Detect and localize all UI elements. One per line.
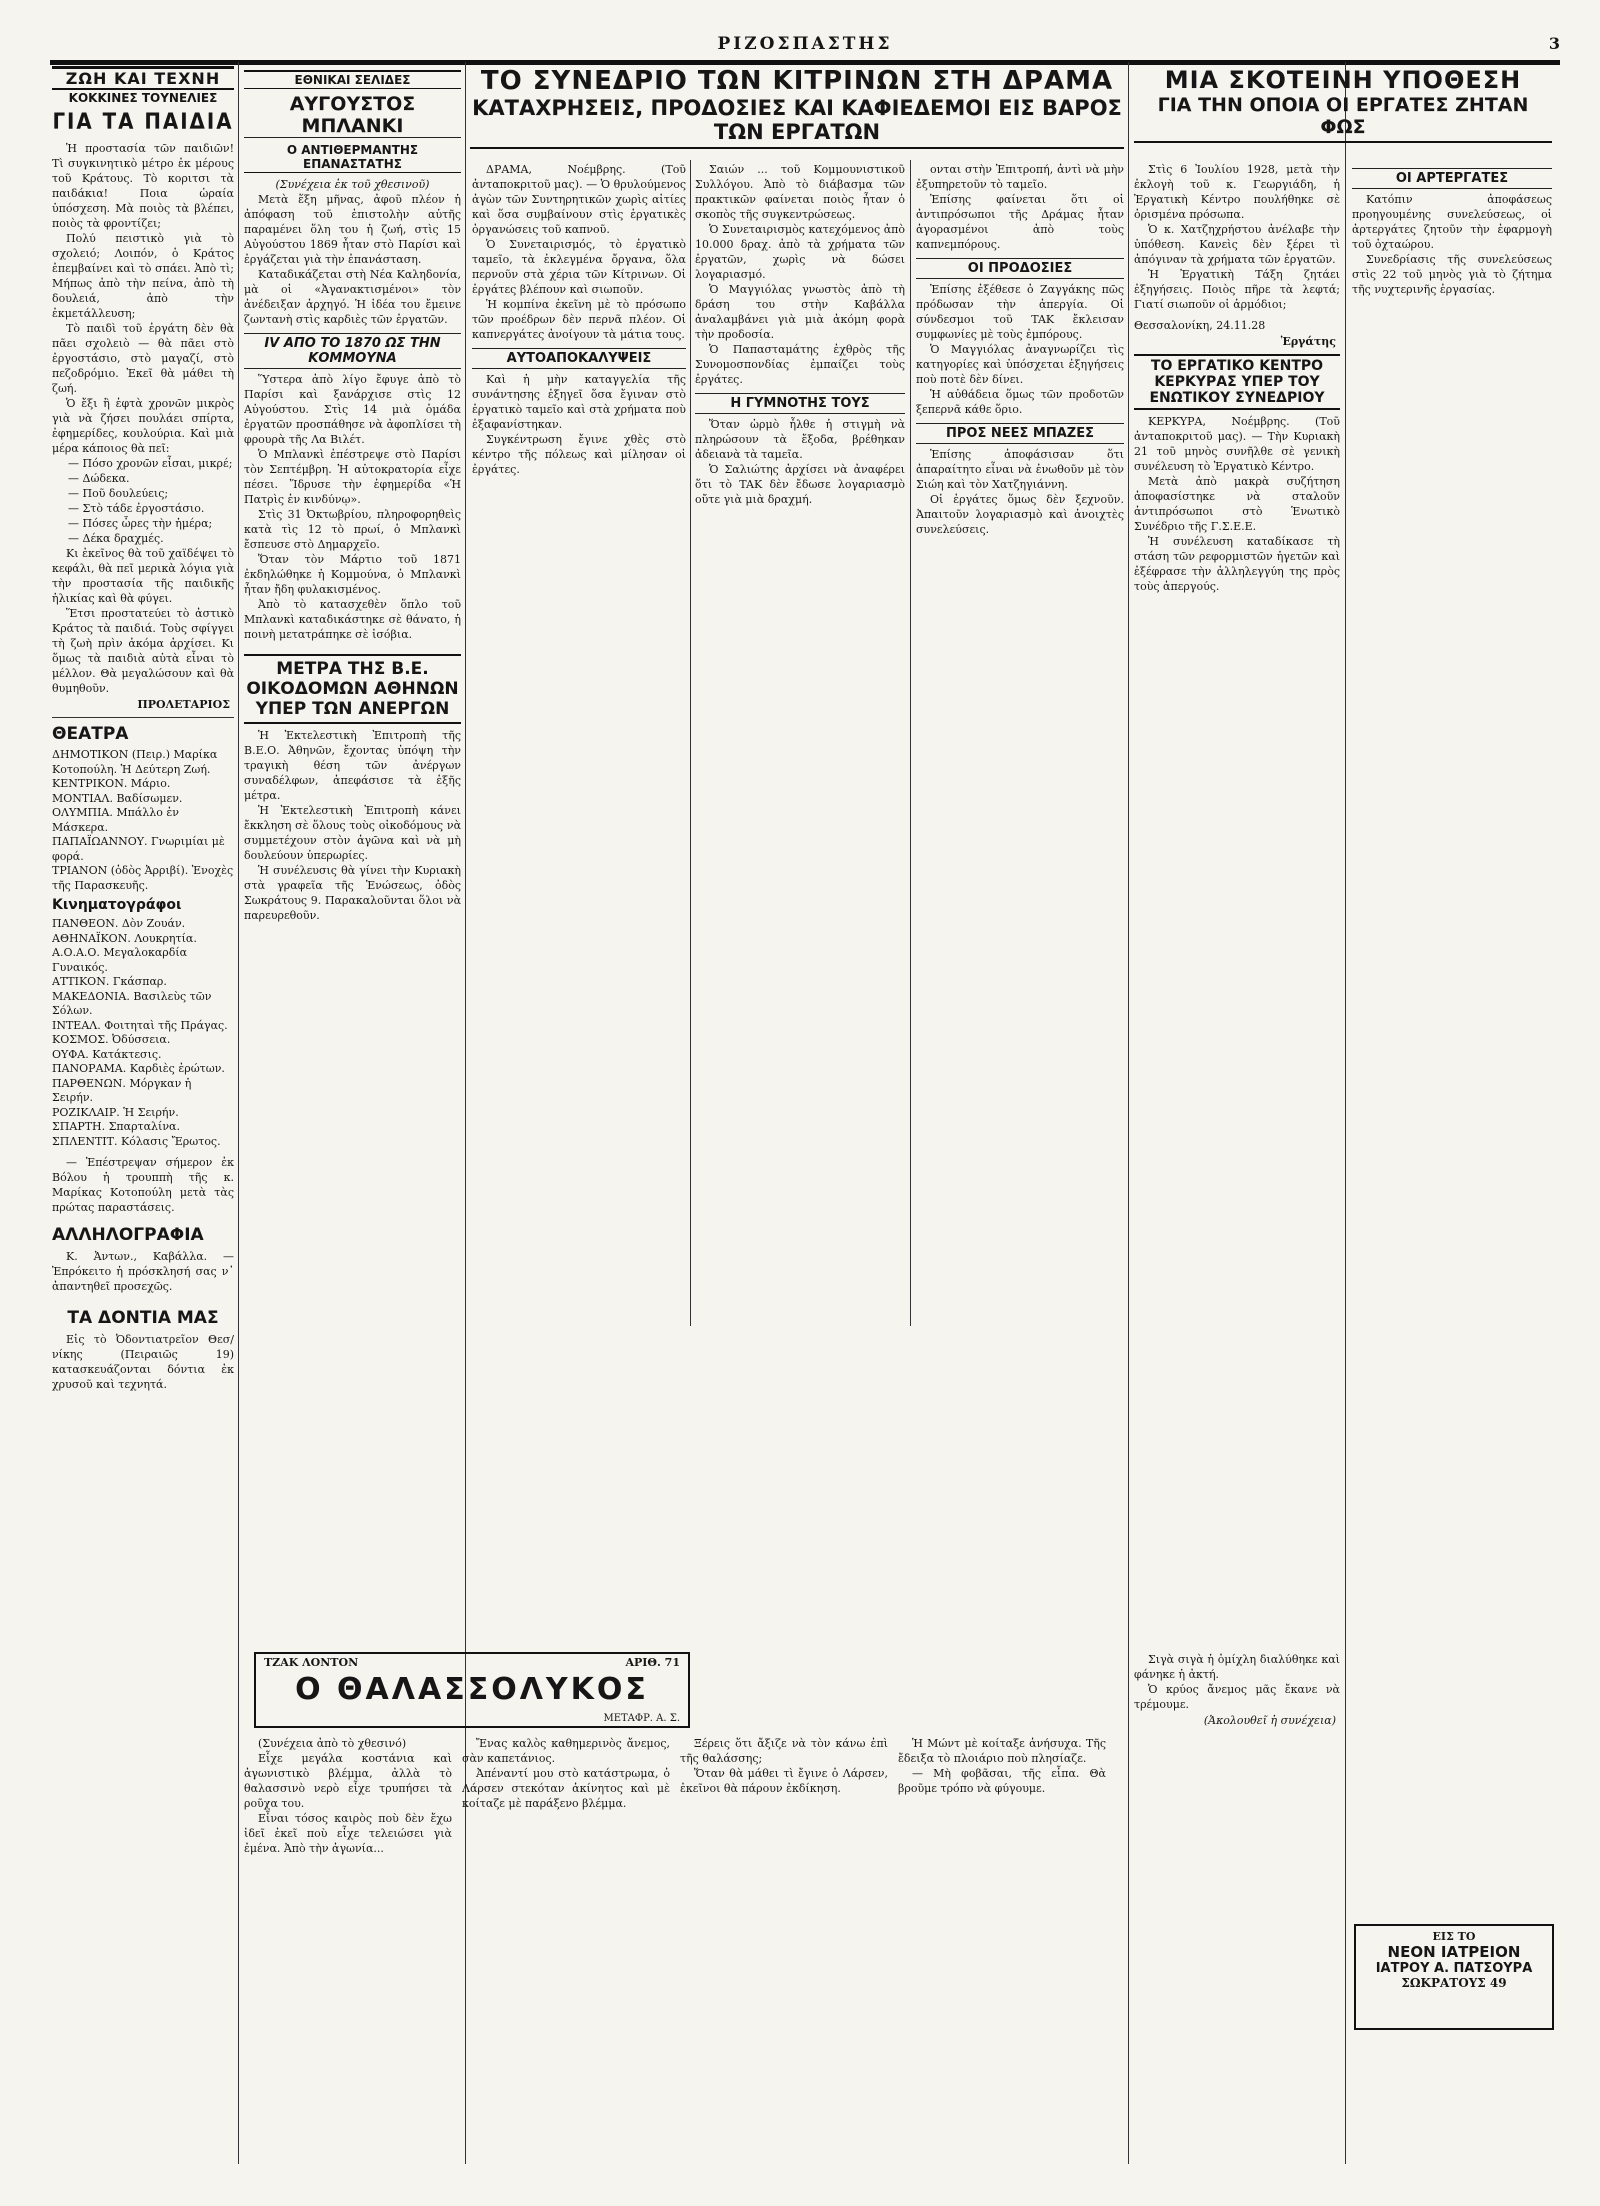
- paragraph: Εἶναι τόσος καιρὸς ποὺ δὲν ἔχω ἰδεῖ ἐκεῖ ποὺ εἶχε τελειώσει γιὰ ἐμένα. Ἀπὸ τὴν ἀγωνία...: [244, 1812, 452, 1855]
- paragraph: Ἔνας καλὸς καθημερινὸς ἄνεμος, σὰν καπετάνιος.: [462, 1737, 670, 1765]
- dialogue-line: — Δέκα δραχμές.: [68, 532, 164, 545]
- paragraph: Ὁ κ. Χατζηχρήστου ἀνέλαβε τὴν ὑπόθεση. Κανεὶς δὲν ξέρει τὶ ἀπόγιναν τὰ χρήματα τῶν ἐργατῶν.: [1134, 223, 1340, 266]
- paragraph: Ὅταν ὡρμὸ ἦλθε ἡ στιγμὴ νὰ πληρώσουν τὰ ἔξοδα, βρέθηκαν ἀδειανὰ τὰ ταμεῖα.: [695, 418, 905, 461]
- column-blanqui: [244, 70, 461, 1640]
- mail-heading: ΑΛΛΗΛΟΓΡΑΦΙΑ: [52, 1225, 204, 1245]
- theatre-listing: ΜΟΝΤΙΑΛ. Βαδίσωμεν.: [52, 791, 183, 805]
- theatre-listing: ΠΑΠΑΪΩΑΝΝΟΥ. Γνωριμίαι μὲ φορά.: [52, 835, 225, 863]
- paragraph: Ἡ συνέλευση καταδίκασε τὴ στάση τῶν ρεφορμιστῶν ἡγετῶν καὶ ἐξέφρασε τὴν ἀλληλεγγύη της πρὸς τοὺς ἀπεργούς.: [1134, 535, 1340, 593]
- paragraph: ΚΕΡΚΥΡΑ, Νοέμβρης. (Τοῦ ἀνταποκριτοῦ μας). — Τὴν Κυριακὴ 21 τοῦ μηνὸς συνῆλθε σὲ γενικὴ συνέλευση τὸ Ἐργατικὸ Κέντρο.: [1134, 415, 1340, 473]
- serial-author: ΤΖΑΚ ΛΟΝΤΟΝ: [264, 1656, 359, 1669]
- paragraph: Ὁ Σαλιώτης ἀρχίσει νὰ ἀναφέρει ὅτι τὸ TAK δὲν ἔδωσε λογαριασμὸ οὔτε γιὰ μιὰ δραχμή.: [695, 463, 905, 506]
- kicker: ΕΘΝΙΚΑΙ ΣΕΛΙΔΕΣ: [244, 70, 461, 89]
- continued-note: (Συνέχεια ἐκ τοῦ χθεσινοῦ): [275, 178, 430, 191]
- teeth-ad: Εἰς τὸ Ὀδοντιατρεῖον Θεσ/νίκης (Πειραιῶς 19) κατασκευάζονται δόντια ἐκ χρυσοῦ καὶ τεχνητά.: [52, 1333, 234, 1391]
- column-rule: [690, 160, 691, 1326]
- ad-line: ΙΑΤΡΟΥ Α. ΠΑΤΣΟΥΡΑ: [1375, 1961, 1533, 1976]
- section-heading: ΑΥΤΟΑΠΟΚΑΛΥΨΕΙΣ: [472, 348, 686, 369]
- cinema-listing: ΚΟΣΜΟΣ. Ὀδύσσεια.: [52, 1033, 171, 1046]
- paragraph: ΔΡΑΜΑ, Νοέμβρης. (Τοῦ ἀνταποκριτοῦ μας). — Ὁ θρυλούμενος ἀγὼν τῶν Συντηρητικῶν χωρὶς αἰτίες καὶ ὅσα συμβαίνουν στὶς ἐργατικὲς ὀργανώσεις τοῦ καπνοῦ.: [472, 163, 686, 236]
- dialogue-line: — Δώδεκα.: [68, 472, 130, 485]
- paragraph: Μετὰ ἕξη μῆνας, ἀφοῦ πλέον ἡ ἀπόφαση τοῦ ἐπιστολὴν αὐτῆς παραμένει ὅλη του ἡ ζωή, στὶς 15 Αὐγούστου 1869 ἦταν στὸ Παρίσι καὶ ἐργάζεται γιὰ τὴν ἐπανάσταση.: [244, 193, 461, 266]
- paragraph: Ἡ Ἐκτελεστικὴ Ἐπιτροπὴ κάνει ἔκκληση σὲ ὅλους τοὺς οἰκοδόμους νὰ συμμετέχουν στὸν ἀγῶνα καὶ νὰ μὴ δουλεύουν ὑπερωρίες.: [244, 804, 461, 862]
- dialogue-line: — Πόσες ὧρες τὴν ἡμέρα;: [68, 517, 213, 530]
- lead-column-b: [695, 162, 905, 1322]
- headline-builders: ΜΕΤΡΑ ΤΗΣ Β.Ε. ΟΙΚΟΔΟΜΩΝ ΑΘΗΝΩΝ ΥΠΕΡ ΤΩΝ ΑΝΕΡΓΩΝ: [244, 654, 461, 724]
- theatres-heading: ΘΕΑΤΡΑ: [52, 724, 129, 744]
- dialogue-list: [52, 456, 234, 546]
- column-rule: [1345, 62, 1346, 2164]
- serial-column-end: [1134, 1652, 1340, 2172]
- paragraph: Ἡ προστασία τῶν παιδιῶν! Τὶ συγκινητικὸ μέτρο ἐκ μέρους τοῦ Κράτους. Τὸ κοριτσι τὰ παιδάκια! Ποια ὡραία ὑπόσχεση. Μὰ ποιὸς τὰ βλέπει, ποιὸς τὰ φροντίζει;: [52, 142, 234, 230]
- right-headline: ΜΙΑ ΣΚΟΤΕΙΝΗ ΥΠΟΘΕΣΗ: [1164, 66, 1522, 94]
- serial-title: Ο ΘΑΛΑΣΣΟΛΥΚΟΣ: [295, 1672, 649, 1707]
- paragraph: Ἡ Μώντ μὲ κοίταξε ἀνήσυχα. Τῆς ἔδειξα τὸ πλοιάριο ποὺ πλησίαζε.: [898, 1737, 1106, 1765]
- serial-column: [244, 1736, 452, 1856]
- paragraph: Ἡ συνέλευσις θὰ γίνει τὴν Κυριακὴ στὰ γραφεῖα τῆς Ἑνώσεως, ὁδὸς Σωκράτους 9. Παρακαλοῦνται ὅλοι νὰ παρευρεθοῦν.: [244, 864, 461, 922]
- paragraph: Ξέρεις ὅτι ἄξιζε νὰ τὸν κάνω ἐπὶ τῆς θαλάσσης;: [680, 1737, 888, 1765]
- serial-translator: ΜΕΤΑΦΡ. Α. Σ.: [603, 1713, 680, 1724]
- paragraph: Στὶς 6 Ἰουλίου 1928, μετὰ τὴν ἐκλογὴ τοῦ κ. Γεωργιάδη, ἡ Ἐργατικὴ Κέντρο πουλήθηκε σὲ ὁρισμένα πρόσωπα.: [1134, 163, 1340, 221]
- headline-corfu: ΤΟ ΕΡΓΑΤΙΚΟ ΚΕΝΤΡΟ ΚΕΡΚΥΡΑΣ ΥΠΕΡ ΤΟΥ ΕΝΩΤΙΚΟΥ ΣΥΝΕΔΡΙΟΥ: [1134, 354, 1340, 410]
- paragraph: Σαιών ... τοῦ Κομμουνιστικοῦ Συλλόγου. Ἀπὸ τὸ διάβασμα τῶν πρακτικῶν φαίνεται ποιὸς ἦταν ὁ σκοπὸς τῆς συγκεντρώσεως.: [695, 163, 905, 221]
- cinema-listing: ΡΟΖΙΚΛΑΙΡ. Ἡ Σειρήν.: [52, 1105, 179, 1119]
- paragraph: Κι ἐκεῖνος θὰ τοῦ χαϊδέψει τὸ κεφάλι, θὰ πεῖ μερικὰ λόγια γιὰ τὴν προστασία τῆς παιδικῆς ἡλικίας καὶ θὰ φύγει.: [52, 547, 234, 605]
- lead-headline: ΤΟ ΣΥΝΕΔΡΙΟ ΤΩΝ ΚΙΤΡΙΝΩΝ ΣΤΗ ΔΡΑΜΑ: [480, 66, 1114, 96]
- serial-story: [244, 1652, 1124, 2172]
- right-headline-block: [1134, 66, 1552, 158]
- newspaper-title: ΡΙΖΟΣΠΑΣΤΗΣ: [717, 34, 893, 54]
- headline-blanqui: ΑΥΓΟΥΣΤΟΣ ΜΠΛΑΝΚΙ: [244, 93, 461, 138]
- paragraph: Ἡ κομπίνα ἐκεῖνη μὲ τὸ πρόσωπο τῶν προέδρων δὲν περνᾶ πλέον. Οἱ καπνεργάτες ἀνοίγουν τὰ μάτια τους.: [472, 298, 686, 341]
- paragraph: Ὁ κρύος ἄνεμος μᾶς ἔκανε νὰ τρέμουμε.: [1134, 1683, 1340, 1711]
- section-heading: ΟΙ ΠΡΟΔΟΣΙΕΣ: [916, 258, 1124, 279]
- paragraph: Οἱ ἐργάτες ὅμως δὲν ξεχνοῦν. Ἀπαιτοῦν λογαριασμὸ καὶ ἀνοιχτὲς συνελεύσεις.: [916, 493, 1124, 536]
- divider: [52, 717, 234, 718]
- serial-title-box: [254, 1652, 690, 1728]
- paragraph: — Μὴ φοβᾶσαι, τῆς εἶπα. Θὰ βροῦμε τρόπο νὰ φύγουμε.: [898, 1767, 1106, 1795]
- cinema-listing: ΟΥΦΑ. Κατάκτεσις.: [52, 1047, 162, 1061]
- clinic-advertisement: [1354, 1924, 1554, 2030]
- column-rule: [910, 160, 911, 1326]
- paragraph: Ὕστερα ἀπὸ λίγο ἔφυγε ἀπὸ τὸ Παρίσι καὶ ξανάρχισε στὶς 12 Αὐγούστου. Στὶς 14 μιὰ ὁμάδα ἐργατῶν προσπάθησε νὰ ἀφοπλίσει τὴ φρουρὰ τῆς Λα Βιλέτ.: [244, 373, 461, 446]
- cinema-listing: ΙΝΤΕΑΛ. Φοιτηταὶ τῆς Πράγας.: [52, 1018, 228, 1032]
- paragraph: Ὅταν τὸν Μάρτιο τοῦ 1871 ἐκδηλώθηκε ἡ Κομμούνα, ὁ Μπλανκὶ ἦταν ἤδη φυλακισμένος.: [244, 553, 461, 596]
- paragraph: Ὁ Συνεταιρισμός, τὸ ἐργατικὸ ταμεῖο, τὰ ἐκλεγμένα ὄργανα, ὅλα περνοῦν στὰ χέρια τῶν Κίτρινων. Οἱ ἐργάτες βλέπουν καὶ σιωποῦν.: [472, 238, 686, 296]
- theatre-listing: ΤΡΙΑΝΟΝ (ὁδὸς Ἀρριβί). Ἐνοχὲς τῆς Παρασκευῆς.: [52, 864, 234, 892]
- cinema-listing: Α.Ο.Α.Ο. Μεγαλοκαρδία Γυναικός.: [52, 946, 188, 974]
- cinema-listing: ΑΤΤΙΚΟΝ. Γκάσπαρ.: [52, 975, 167, 988]
- theatre-listing: ΔΗΜΟΤΙΚΟΝ (Πειρ.) Μαρίκα Κοτοπούλη. Ἡ Δεύτερη Ζωή.: [52, 748, 218, 776]
- paragraph: Ἡ Ἐργατικὴ Τάξη ζητάει ἐξηγήσεις. Ποιὸς πῆρε τὰ λεφτά; Γιατί σιωποῦν οἱ ἁρμόδιοι;: [1134, 268, 1340, 311]
- serial-column: [462, 1736, 670, 1856]
- paragraph: Συγκέντρωση ἔγινε χθὲς στὸ κέντρο τῆς πόλεως καὶ μίλησαν οἱ ἐργάτες.: [472, 433, 686, 476]
- theatre-listing: ΟΛΥΜΠΙΑ. Μπάλλο ἐν Μάσκερα.: [52, 806, 179, 834]
- paragraph: ονται στὴν Ἐπιτροπή, ἀντὶ νὰ μὴν ἐξυπηρετοῦν τὸ ταμεῖο.: [916, 163, 1124, 191]
- section-title: ΖΩΗ ΚΑΙ ΤΕΧΝΗ: [52, 66, 234, 90]
- paragraph: Ὁ Συνεταιρισμὸς κατεχόμενος ἀπὸ 10.000 δραχ. ἀπὸ τὰ χρήματα τῶν ἐργατῶν, χωρὶς νὰ δώσει λογαριασμό.: [695, 223, 905, 281]
- paragraph: Ὁ ἔξι ἢ ἑφτὰ χρονῶν μικρὸς γιὰ νὰ ζήσει πουλάει σπίρτα, ἐφημερίδες, κουλούρια. Καὶ μιὰ μέρα κάποιος θὰ πεῖ:: [52, 397, 234, 455]
- paragraph: Ἡ Ἐκτελεστικὴ Ἐπιτροπὴ τῆς Β.Ε.Ο. Ἀθηνῶν, ἔχοντας ὑπόψη τὴν τραγικὴ θέση τῶν ἀνέργων συναδέλφων, ἀπεφάσισε τὰ ἑξῆς μέτρα.: [244, 729, 461, 802]
- paragraph: Ὁ Μπλανκὶ ἐπέστρεψε στὸ Παρίσι τὸν Σεπτέμβρη. Ἡ αὐτοκρατορία εἶχε πέσει. Ἵδρυσε τὴν ἐφημερίδα «Ἡ Πατρὶς ἐν κινδύνῳ».: [244, 448, 461, 506]
- cinema-listing: ΠΑΝΟΡΑΜΑ. Καρδιὲς ἐρώτων.: [52, 1062, 225, 1075]
- paragraph: Ἡ αὐθάδεια ὅμως τῶν προδοτῶν ξεπερνᾶ κάθε ὅριο.: [916, 388, 1124, 416]
- column-rule: [238, 62, 239, 2164]
- theatre-listing: ΚΕΝΤΡΙΚΟΝ. Μάριο.: [52, 777, 171, 790]
- teeth-heading: ΤΑ ΔΟΝΤΙΑ ΜΑΣ: [67, 1308, 219, 1328]
- signature: Ἐργάτης: [1280, 335, 1336, 348]
- headline-children: ΓΙΑ ΤΑ ΠΑΙΔΙΑ: [52, 110, 234, 135]
- dialogue-line: — Στὸ τάδε ἐργοστάσιο.: [68, 502, 205, 515]
- paragraph: Μετὰ ἀπὸ μακρὰ συζήτηση ἀποφασίστηκε νὰ σταλοῦν ἀντιπρόσωποι στὸ Ἑνωτικὸ Συνέδριο τῆς Γ.Σ.Ε.Ε.: [1134, 475, 1340, 533]
- paragraph: Ὁ Παπασταμάτης ἐχθρὸς τῆς Συνομοσπονδίας ἐμπαίζει τοὺς ἐργάτες.: [695, 343, 905, 386]
- paragraph: Ὁ Μαγγιόλας ἀναγνωρίζει τὶς κατηγορίες καὶ ὑπόσχεται ἐξηγήσεις ποὺ ποτὲ δὲν δίνει.: [916, 343, 1124, 386]
- serial-column: [680, 1736, 888, 1856]
- lead-column-a: [472, 162, 686, 1322]
- column-rule: [1128, 62, 1129, 2164]
- serial-column: [898, 1736, 1106, 1856]
- mail-note: Κ. Ἀντων., Καβάλλα. — Ἐπρόκειτο ἡ πρόσκλησή σας ν᾽ ἀπαντηθεῖ προσεχῶς.: [52, 1250, 234, 1293]
- paragraph: Ὁ Μαγγιόλας γνωστὸς ἀπὸ τὴ δράση του στὴν Καβάλλα ἀναλαμβάνει γιὰ μιὰ ἀκόμη φορὰ τὴν προδοσία.: [695, 283, 905, 341]
- lead-subheadline: ΚΑΤΑΧΡΗΣΕΙΣ, ΠΡΟΔΟΣΙΕΣ ΚΑΙ ΚΑΦΙΕΔΕΜΟΙ ΕΙΣ ΒΑΡΟΣ ΤΩΝ ΕΡΓΑΤΩΝ: [470, 96, 1124, 149]
- cinema-listing: ΠΑΝΘΕΟΝ. Δὸν Ζουάν.: [52, 917, 186, 930]
- cinema-listing: ΣΠΑΡΤΗ. Σπαρταλίνα.: [52, 1120, 180, 1133]
- masthead: [50, 34, 1560, 65]
- serial-number: ΑΡΙΘ. 71: [625, 1656, 680, 1669]
- paragraph: Ἕτσι προστατεύει τὸ ἀστικὸ Κράτος τὰ παιδιά. Τοὺς σφίγγει τὴ ζωὴ πρὶν ἀκόμα ἀρχίσει. Κι ὅμως τὰ παιδιὰ αὐτὰ εἶναι τὸ μέλλον. Θὰ μεγαλώσουν καὶ θὰ θυμηθοῦν.: [52, 607, 234, 695]
- cinema-listing: ΑΘΗΝΑΪΚΟΝ. Λουκρητία.: [52, 931, 197, 945]
- paragraph: Στὶς 31 Ὀκτωβρίου, πληροφορηθεὶς κατὰ τὶς 12 τὸ πρωί, ὁ Μπλανκὶ ἔσπευσε στὸ Δημαρχεῖο.: [244, 508, 461, 551]
- paragraph: Ἐπίσης ἐξέθεσε ὁ Ζαγγάκης πῶς πρόδωσαν τὴν ἀπεργία. Οἱ σύνδεσμοι τοῦ TAK ἔκλεισαν συμφωνίες μὲ τοὺς ἐμπόρους.: [916, 283, 1124, 341]
- cinema-listing: ΜΑΚΕΔΟΝΙΑ. Βασιλεὺς τῶν Σόλων.: [52, 989, 212, 1017]
- paragraph: Καταδικάζεται στὴ Νέα Καληδονία, μὰ οἱ «Ἀγανακτισμένοι» τὸν ἀνέδειξαν ἀρχηγό. Ἡ ἰδέα του ἔμεινε ζωντανὴ στὶς καρδιὲς τῶν ἐργατῶν.: [244, 268, 461, 326]
- cinemas-heading: Κινηματογράφοι: [52, 897, 182, 913]
- lead-column-c: [916, 162, 1124, 1322]
- ad-line: ΝΕΟΝ ΙΑΤΡΕΙΟΝ: [1387, 1943, 1521, 1961]
- paragraph: (Συνέχεια ἀπὸ τὸ χθεσινό): [258, 1737, 407, 1750]
- cinema-listing: ΣΠΛΕΝΤΙΤ. Κόλασις Ἔρωτος.: [52, 1134, 221, 1148]
- cinema-listing: ΠΑΡΘΕΝΩΝ. Μόργκαν ἡ Σειρήν.: [52, 1076, 192, 1104]
- dialogue-line: — Πόσο χρονῶν εἶσαι, μικρέ;: [68, 457, 233, 470]
- theatre-note: — Ἐπέστρεψαν σήμερον ἐκ Βόλου ἡ τρουππὴ τῆς κ. Μαρίκας Κοτοπούλη μετὰ τὰς πρώτας παραστάσεις.: [52, 1156, 234, 1214]
- right-column-b: [1352, 162, 1552, 2112]
- paragraph: Ἀπὸ τὸ κατασχεθὲν ὅπλο τοῦ Μπλανκὶ καταδικάστηκε σὲ θάνατο, ἡ ποινὴ μετατράπηκε σὲ ἰσόβια.: [244, 598, 461, 641]
- paragraph: Ἐπίσης ἀποφάσισαν ὅτι ἀπαραίτητο εἶναι νὰ ἐνωθοῦν μὲ τὸν Σιώη καὶ τὸν Χατζηγιάννη.: [916, 448, 1124, 491]
- paragraph: Πολύ πειστικὸ γιὰ τὸ σχολειό; Λοιπόν, ὁ Κράτος ἐπεμβαίνει καὶ τὸ σπάει. Ἀπὸ τὶ; Μήπως ἀπὸ τὴν πείνα, ἀπὸ τὴ δουλειά, ἀπὸ τὴν ἐκμετάλλευση;: [52, 232, 234, 320]
- ad-line: ΕΙΣ ΤΟ: [1432, 1930, 1476, 1943]
- paragraph: Ὅταν θὰ μάθει τὶ ἔγινε ὁ Λάρσεν, ἐκεῖνοι θὰ πάρουν ἐκδίκηση.: [680, 1767, 888, 1795]
- signature: ΠΡΟΛΕΤΑΡΙΟΣ: [137, 698, 230, 711]
- dialogue-line: — Ποῦ δουλεύεις;: [68, 487, 169, 500]
- section-heading: ΟΙ ΑΡΤΕΡΓΑΤΕΣ: [1352, 168, 1552, 189]
- column-life-and-art: [52, 66, 234, 2166]
- subheadline: Ο ΑΝΤΙΘΕΡΜΑΝΤΗΣ ΕΠΑΝΑΣΤΑΤΗΣ: [244, 142, 461, 173]
- paragraph: Σιγὰ σιγὰ ἡ ὁμίχλη διαλύθηκε καὶ φάνηκε ἡ ἀκτή.: [1134, 1653, 1340, 1681]
- ad-line: ΣΩΚΡΑΤΟΥΣ 49: [1401, 1976, 1507, 1990]
- right-subheadline: ΓΙΑ ΤΗΝ ΟΠΟΙΑ ΟΙ ΕΡΓΑΤΕΣ ΖΗΤΑΝ ΦΩΣ: [1134, 94, 1552, 143]
- dateline: Θεσσαλονίκη, 24.11.28: [1134, 319, 1266, 332]
- page-number: 3: [1548, 34, 1560, 53]
- section-heading: Η ΓΥΜΝΟΤΗΣ ΤΟΥΣ: [695, 393, 905, 414]
- to-be-continued: (Ἀκολουθεῖ ἡ συνέχεια): [1203, 1714, 1336, 1727]
- section-heading: ΠΡΟΣ ΝΕΕΣ ΜΠΑΖΕΣ: [916, 423, 1124, 444]
- paragraph: Ἐπίσης φαίνεται ὅτι οἱ ἀντιπρόσωποι τῆς Δράμας ἦταν ἀγορασμένοι ἀπὸ τοὺς καπνεμπόρους.: [916, 193, 1124, 251]
- paragraph: Εἶχε μεγάλα κοστάνια καὶ ἀγωνιστικὸ βλέμμα, ἀλλὰ τὸ θαλασσινὸ νερὸ εἶχε τρυπήσει τὰ ροῦχα του.: [244, 1752, 452, 1810]
- paragraph: Καὶ ἡ μὴν καταγγελία τῆς συνάντησης ἐξηγεῖ ὅσα ἔγιναν στὸ ἐργατικὸ ταμεῖο καὶ στὰ χρήματα ποὺ ἐξαφανίστηκαν.: [472, 373, 686, 431]
- lead-headline-block: [470, 66, 1124, 158]
- paragraph: Συνεδρίασις τῆς συνελεύσεως στὶς 22 τοῦ μηνὸς γιὰ τὸ ζήτημα τῆς νυχτερινῆς ἐργασίας.: [1352, 253, 1552, 296]
- paragraph: Τὸ παιδὶ τοῦ ἐργάτη δὲν θὰ πᾶει σχολειὸ — θὰ πᾶει στὸ ἐργοστάσιο, στὸ μαγαζί, στὸ πεζοδρόμιο. Ἐκεῖ θὰ μάθει τὴ ζωή.: [52, 322, 234, 395]
- kicker: ΚΟΚΚΙΝΕΣ ΤΟΥΝΕΛΙΕΣ: [68, 91, 218, 105]
- paragraph: Κατόπιν ἀποφάσεως προηγουμένης συνελεύσεως, οἱ ἀρτεργάτες ζητοῦν τὴν ἐφαρμογὴ τοῦ ὀχταώρου.: [1352, 193, 1552, 251]
- paragraph: Ἀπέναντί μου στὸ κατάστρωμα, ὁ Λάρσεν στεκόταν ἀκίνητος καὶ μὲ κοίταζε μὲ παράξενο βλέμμα.: [462, 1767, 670, 1810]
- section-heading: ΙV ΑΠΟ ΤΟ 1870 ΩΣ ΤΗΝ ΚΟΜΜΟΥΝΑ: [244, 333, 461, 369]
